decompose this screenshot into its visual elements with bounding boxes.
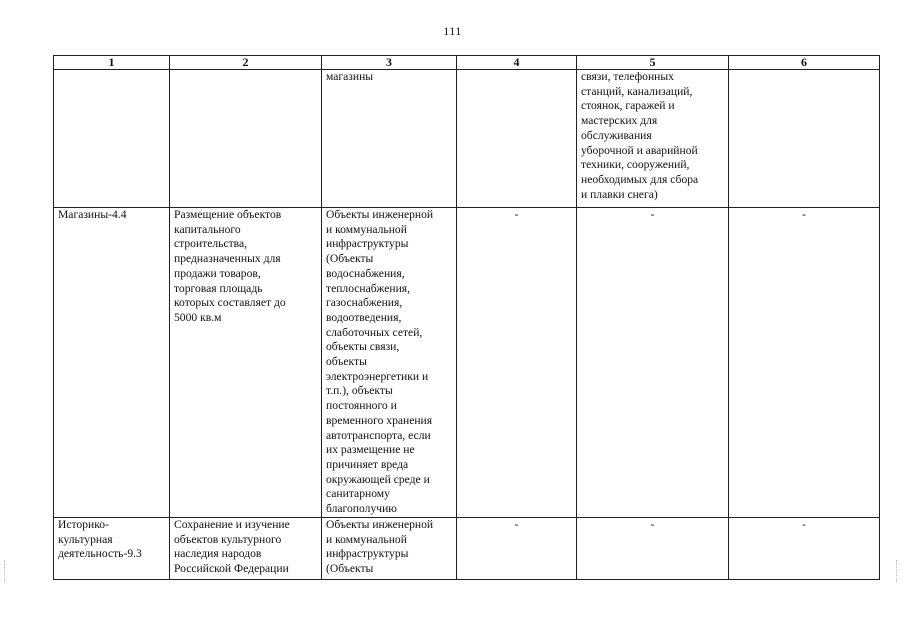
text-line: культурная	[58, 532, 113, 546]
text-line: постоянного и	[326, 399, 397, 413]
scan-margin-mark-left	[4, 560, 8, 582]
text-line: инфраструктуры	[326, 547, 409, 561]
text-line: станций, канализаций,	[581, 84, 693, 98]
text-line: необходимых для сбора	[581, 172, 699, 186]
text-line: 5000 кв.м	[174, 310, 222, 324]
text-line: электроэнергетики и	[326, 369, 429, 383]
cell-use-type	[54, 518, 170, 580]
table-row-continuation	[54, 70, 880, 208]
text-line: окружающей среде и	[326, 472, 430, 486]
scan-margin-mark-right	[896, 560, 900, 582]
text-line: Размещение объектов	[174, 208, 282, 221]
text-line: и коммунальной	[326, 532, 407, 546]
column-header-1: 1	[54, 56, 170, 70]
text-line: Историко-	[58, 518, 109, 531]
text-line: объекты	[326, 355, 367, 369]
cell-use-type: Магазины-4.4	[54, 208, 170, 518]
text-line: водоотведения,	[326, 310, 402, 324]
cell-col4: -	[457, 518, 577, 580]
text-line: стоянок, гаражей и	[581, 99, 675, 113]
text-line: строительства,	[174, 237, 248, 251]
column-header-6: 6	[729, 56, 880, 70]
cell-auxiliary-uses: магазины	[322, 70, 457, 208]
text-line: мастерских для	[581, 114, 658, 128]
cell-col5: -	[577, 518, 729, 580]
column-header-3: 3	[322, 56, 457, 70]
text-line: слаботочных сетей,	[326, 325, 423, 339]
table-header-row	[54, 56, 880, 70]
text-line: (Объекты	[326, 562, 374, 576]
cell-col5: -	[577, 208, 729, 518]
column-header-4: 4	[457, 56, 577, 70]
cell-col4: -	[457, 208, 577, 518]
text-line: уборочной и аварийной	[581, 143, 698, 157]
cell-col6: -	[729, 518, 880, 580]
text-line: капитального	[174, 222, 241, 236]
text-line: продажи товаров,	[174, 266, 261, 280]
text-line: санитарному	[326, 487, 390, 501]
column-header-2: 2	[170, 56, 322, 70]
text-line: газоснабжения,	[326, 296, 403, 310]
table-row-heritage	[54, 518, 880, 580]
text-line: объекты связи,	[326, 340, 400, 354]
cell-col6	[729, 70, 880, 208]
column-header-5: 5	[577, 56, 729, 70]
text-line: водоснабжения,	[326, 266, 405, 280]
text-line: т.п.), объекты	[326, 384, 393, 398]
text-line: техники, сооружений,	[581, 158, 690, 172]
text-line: Сохранение и изучение	[174, 518, 290, 531]
text-line: наследия народов	[174, 547, 262, 561]
page-number: 111	[443, 24, 462, 38]
cell-col5	[577, 70, 729, 208]
table-row-shops	[54, 208, 880, 518]
cell-description	[170, 208, 322, 518]
text-line: торговая площадь	[174, 281, 263, 295]
text-line: благополучию	[326, 502, 397, 516]
cell-use-type	[54, 70, 170, 208]
text-line: обслуживания	[581, 128, 652, 142]
cell-auxiliary-uses	[322, 518, 457, 580]
text-line: (Объекты	[326, 252, 374, 266]
text-line: автотранспорта, если	[326, 428, 431, 442]
text-line: и коммунальной	[326, 222, 407, 236]
text-line: Российской Федерации	[174, 562, 289, 576]
cell-auxiliary-uses	[322, 208, 457, 518]
text-line: предназначенных для	[174, 252, 281, 266]
text-line: их размещение не	[326, 443, 415, 457]
text-line: объектов культурного	[174, 532, 282, 546]
text-line: деятельность-9.3	[58, 547, 142, 561]
cell-col4	[457, 70, 577, 208]
zoning-table	[53, 55, 880, 580]
text-line: временного хранения	[326, 413, 433, 427]
text-line: связи, телефонных	[581, 70, 674, 83]
cell-description	[170, 518, 322, 580]
text-line: Объекты инженерной	[326, 208, 434, 221]
text-line: и плавки снега)	[581, 187, 658, 201]
text-line: причиняет вреда	[326, 457, 409, 471]
cell-description	[170, 70, 322, 208]
text-line: инфраструктуры	[326, 237, 409, 251]
text-line: Объекты инженерной	[326, 518, 434, 531]
text-line: теплоснабжения,	[326, 281, 411, 295]
text-line: которых составляет до	[174, 296, 286, 310]
cell-col6: -	[729, 208, 880, 518]
